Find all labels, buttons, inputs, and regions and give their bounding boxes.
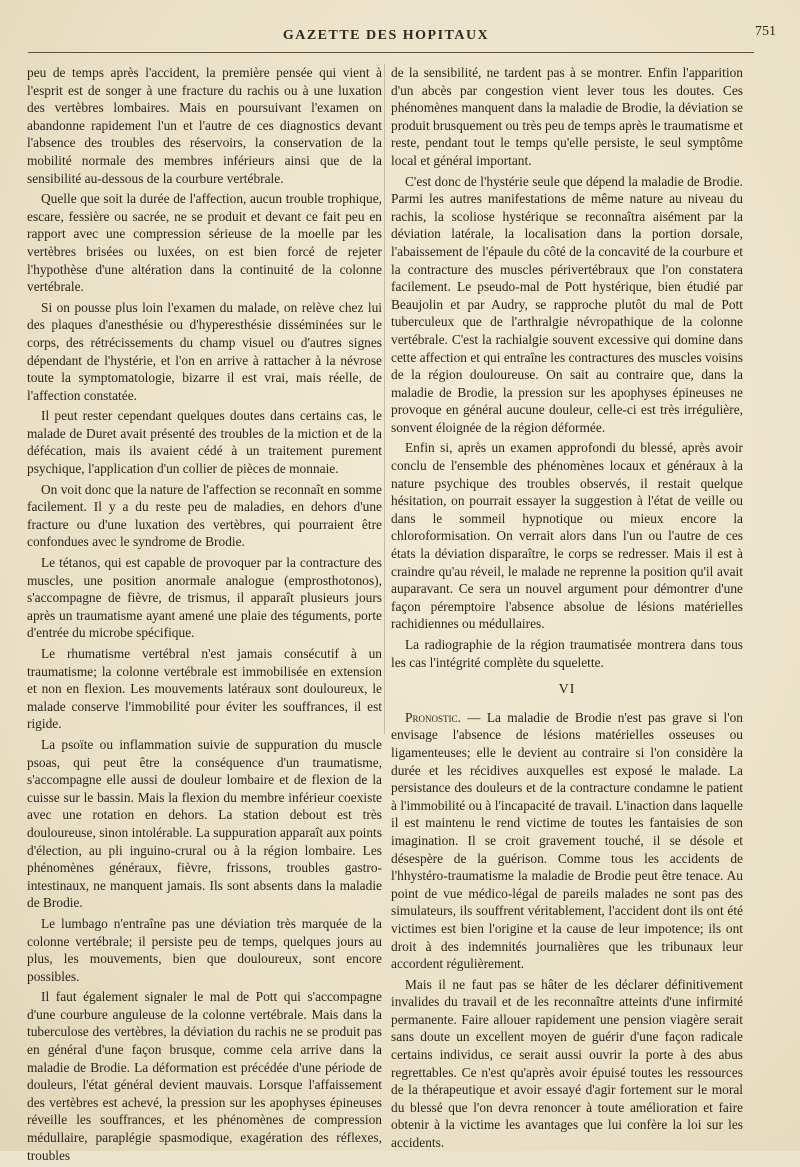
section-heading: VI <box>558 682 576 698</box>
paragraph: Si on pousse plus loin l'examen du malade, on relève chez lui des plaques d'anesthésie ou d'hyperesthésie disséminées sur le corps, des rétrécissements du champ visuel ou d'autres signes dépendant de l'hystérie, et l'on en arrive à rattacher à la névrose toute la symptomatologie, bizarre il est vrai, mais réelle, de l'affection constatée. <box>27 299 382 403</box>
paragraph: Mais il ne faut pas se hâter de les déclarer définitivement invalides du travail et de les reconnaître atteints d'une infirmité permanente. Faire allouer rapidement une pension viagère serait sans doute un excellent moyen de guérir d'une façon radicale certains individus, ce serait aussi ouvrir la porte à des abus regrettables. Ce n'est qu'après avoir épuisé toutes les ressources de la thérapeutique et avoir essayé d'agir fortement sur le moral du blessé que l'on devra renoncer à toute amélioration et faire obtenir à la victime les avantages que lui confère la loi sur les accidents. <box>391 976 743 1151</box>
paragraph <box>391 709 743 973</box>
paragraph: Il faut également signaler le mal de Pott qui s'accompagne d'une courbure anguleuse de la colonne vertébrale. Mais dans la tuberculose des vertèbres, la déviation du rachis ne se produit pas en général d'une façon brusque, comme cela arrive dans la maladie de Brodie. La déformation est précédée d'une période de douleurs, l'état général devient mauvais. Lorsque l'affaissement des vertèbres est achevé, la pression sur les apophyses épineuses réveille les souffrances, et les phénomènes de compression médullaire, paraplégie spasmodique, exagération des réflexes, troubles <box>27 989 382 1163</box>
column-divider <box>384 64 385 734</box>
paragraph: de la sensibilité, ne tardent pas à se montrer. Enfin l'apparition d'un abcès par congestion vient lever tous les doutes. Ces phénomènes manquent dans la maladie de Brodie, la déviation se produit brusquement ou très peu de temps après le traumatisme et reste, pendant tout le temps qu'elle persiste, le seul symptôme local et général important. <box>391 65 743 168</box>
paragraph: La psoïte ou inflammation suivie de suppuration du muscle psoas, qui peut être la conséquence d'un traumatisme, s'accompagne elle aussi de douleur lombaire et de flexion de la cuisse sur le bassin. Mais la flexion du membre inférieur coexiste avec une rotation en dehors. La station debout est très douloureuse, sinon intolérable. La suppuration apparaît aux points d'élection, au pli inguino-crural ou à la région lombaire. Les phénomènes généraux, fièvre, frissons, troubles gastro-intestinaux, ne manquent jamais. Ils sont absents dans la maladie de Brodie. <box>27 736 382 911</box>
paragraph: Quelle que soit la durée de l'affection, aucun trouble trophique, escare, fessière ou sacrée, ne se produit et devant ce fait peu en rapport avec une compression sérieuse de la moelle par les vertèbres brisées ou luxées, on est bien forcé de rejeter l'hypothèse d'une altération dans la continuité de la colonne vertébrale. <box>27 191 382 295</box>
paragraph: Il peut rester cependant quelques doutes dans certains cas, le malade de Duret avait présenté des troubles de la miction et de la défécation, mais ils avaient cédé à un traitement purement psychique, l'application d'un collier de pièces de monnaie. <box>27 408 382 477</box>
paragraph: peu de temps après l'accident, la première pensée qui vient à l'esprit est de songer à une fracture du rachis ou à une luxation des vertèbres lombaires. Mais en poursuivant l'examen on abandonne rapidement l'un et l'autre de ces diagnostics devant l'absence des troubles des réservoirs, la conservation de la mobilité normale des membres inférieurs ainsi que de la sensibilité au-dessous de la courbure vertébrale. <box>27 65 382 186</box>
paragraph: Enfin si, après un examen approfondi du blessé, après avoir conclu de l'ensemble des phénomènes locaux et généraux à la nature psychique des troubles observés, il restait quelque hésitation, on pourrait essayer la suggestion à l'état de veille ou dans le sommeil hypnotique ou mieux encore la chloroformisation. On verrait alors dans l'un ou l'autre de ces états la déviation disparaître, le corps se redresser. Mais il est à craindre qu'au réveil, le malade ne reprenne la position qu'il avait auparavant. Ce sera un nouvel argument pour démontrer d'une façon péremptoire l'absence absolue de lésions matérielles rachidiennes ou médullaires. <box>391 440 743 632</box>
left-column <box>27 64 382 1167</box>
paragraph-text: — La maladie de Brodie n'est pas grave si l'on envisage l'absence de lésions matérielles osseuses ou ligamenteuses; elle le devient au contraire si l'on considère la durée et les récidives auxquelles est exposé le malade. La persistance des douleurs et de la contracture condamne le patient à l'immobilité ou à l'incapacité de travail. L'inaction dans laquelle il est maintenu le rend victime de toutes les fantaisies de son imagination. Il se croit gravement touché, il se désole et désespère de la guérison. Comme tous les accidents de l'hhystéro-traumatisme la maladie de Brodie peut être tenace. Au point de vue médico-légal de pareils malades ne sont pas des simulateurs, ils souffrent véritablement, l'accident dont ils ont été victimes est bien l'origine et la cause de leur impotence; ils ont droit à des indemnités journalières que les tribunaux leur accordent régulièrement. <box>391 709 743 972</box>
journal-title: GAZETTE DES HOPITAUX <box>282 28 490 43</box>
paragraph: Le tétanos, qui est capable de provoquer par la contracture des muscles, une position anormale analogue (emprosthotonos), s'accompagne de fièvre, de trismus, il apparaît plusieurs jours après un traumatisme ayant amené une plaie des téguments, porte d'entrée du microbe spécifique. <box>27 555 382 641</box>
prognosis-lead: Pronostic. <box>405 709 461 725</box>
paragraph: Le lumbago n'entraîne pas une déviation très marquée de la colonne vertébrale; il persiste peu de temps, quelques jours au plus, les mouvements, bien que douloureux, sont encore possibles. <box>27 915 382 984</box>
right-column <box>391 64 743 1155</box>
page-number: 751 <box>755 24 776 39</box>
header-rule <box>28 52 754 53</box>
paragraph: On voit donc que la nature de l'affection se reconnaît en somme facilement. Il y a du reste peu de maladies, en dehors d'une fracture ou d'une luxation des vertèbres, qui pourraient être confondues avec le syndrome de Brodie. <box>27 481 382 550</box>
page-header <box>26 24 776 50</box>
paragraph: La radiographie de la région traumatisée montrera dans tous les cas l'intégrité complète du squelette. <box>391 637 743 670</box>
paragraph: Le rhumatisme vertébral n'est jamais consécutif à un traumatisme; la colonne vertébrale est immobilisée en extension et non en flexion. Les mouvements latéraux sont douloureux, le malade conserve l'immobilité pour éviter les souffrances, il est rigide. <box>27 646 382 732</box>
paragraph: C'est donc de l'hystérie seule que dépend la maladie de Brodie. Parmi les autres manifestations de même nature au niveau du rachis, la scoliose hystérique se reconnaîtra aisément par la déviation latérale, la localisation dans la portion dorsale, l'abaissement de l'épaule du côté de la concavité de la courbure et la contracture des muscles périvertébraux que l'on constatera facilement. Le pseudo-mal de Pott hystérique, bien étudié par Beaujolin et par Audry, se rapproche plutôt du mal de Pott tuberculeux que de l'arthralgie névropathique de la colonne vertébrale. C'est la rachialgie souvent excessive qui domine dans cette affection et qui entraîne les contractures des muscles voisins de la région douloureuse. On sait au contraire que, dans la maladie de Brodie, la pression sur les apophyses épineuses ne provoque en général aucune douleur, celle-ci est très irrégulière, sonvent éloignée de la région déformée. <box>391 173 743 435</box>
